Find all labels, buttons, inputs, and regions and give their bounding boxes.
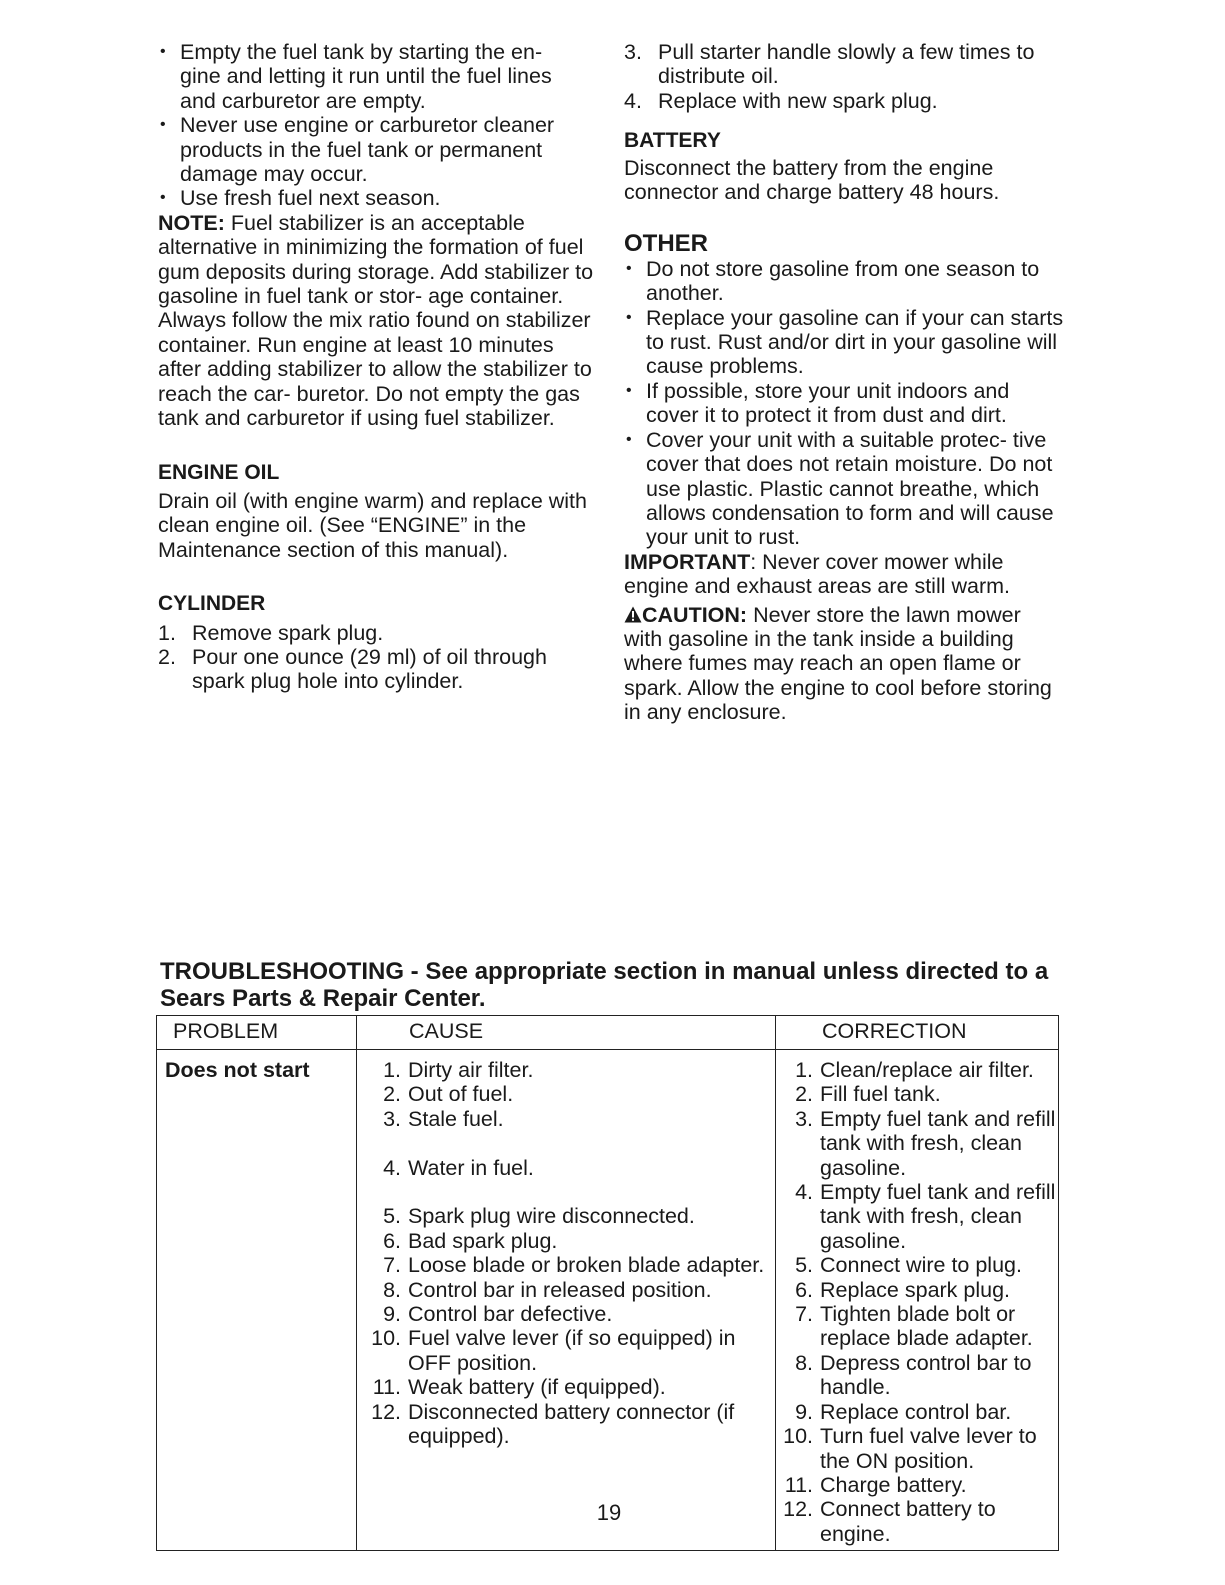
bullet-item: • Cover your unit with a suitable protec- tive cover that does not retain moisture. Do not use plastic. Plastic cannot breathe, which allows condensation to form and will cause your unit to rust.: [624, 428, 1064, 550]
list-item: 2. Fill fuel tank.: [795, 1082, 941, 1107]
cylinder-steps-continued: [624, 40, 1064, 113]
left-column: [158, 40, 598, 694]
correction-cell: [776, 1050, 1059, 1551]
important-paragraph: [624, 550, 1064, 599]
caution-label: CAUTION:: [642, 602, 748, 627]
table-header-row: [157, 1016, 1059, 1050]
header-problem: PROBLEM: [157, 1016, 357, 1050]
troubleshooting-title: TROUBLESHOOTING - See appropriate section in manual unless directed to a Sears Parts & Repair Center.: [160, 958, 1049, 1012]
list-item: 11. Charge battery.: [784, 1472, 967, 1497]
cause-cell: [357, 1050, 776, 1551]
list-item: 5. Spark plug wire disconnected.: [383, 1204, 695, 1229]
step-item: [624, 89, 1064, 113]
list-item: 10. Fuel valve lever (if so equipped) in OFF position.: [371, 1326, 736, 1375]
step-item: [624, 40, 1064, 89]
step-number: 2.: [158, 644, 176, 669]
list-item: 7. Loose blade or broken blade adapter.: [383, 1253, 765, 1278]
header-cause: CAUSE: [357, 1016, 776, 1050]
warning-triangle-icon: [624, 606, 642, 623]
list-item: 1. Clean/replace air filter.: [795, 1058, 1034, 1082]
list-item: 4. Water in fuel.: [383, 1155, 534, 1180]
note-paragraph: [158, 211, 598, 431]
battery-text: Disconnect the battery from the engine connector and charge battery 48 hours.: [624, 155, 1000, 205]
note-label: NOTE:: [158, 210, 225, 235]
list-item: 6. Bad spark plug.: [383, 1228, 558, 1253]
bullet-item: • Use fresh fuel next season.: [158, 186, 598, 210]
page-number: 19: [596, 1500, 622, 1525]
step-item: [158, 645, 598, 694]
list-item: 12. Disconnected battery connector (if equipped).: [371, 1399, 735, 1449]
bullet-item: • Do not store gasoline from one season to another.: [624, 257, 1064, 306]
list-item: 10. Turn fuel valve lever to the ON position.: [783, 1424, 1037, 1473]
list-item: 8. Depress control bar to handle.: [795, 1350, 1032, 1400]
list-item: 3. Stale fuel.: [383, 1106, 504, 1131]
important-text: : Never cover mower while engine and exhaust areas are still warm.: [624, 549, 1011, 599]
list-item: 8. Control bar in released position.: [383, 1277, 712, 1302]
problem-cell: [157, 1050, 357, 1551]
cylinder-steps-list: [158, 621, 598, 694]
step-text: Pour one ounce (29 ml) of oil through spark plug hole into cylinder.: [192, 644, 547, 694]
list-item: 6. Replace spark plug.: [795, 1277, 1011, 1302]
list-item: 1. Dirty air filter.: [383, 1058, 534, 1082]
fuel-bullet-list: [158, 40, 598, 211]
cylinder-heading: CYLINDER: [158, 592, 266, 616]
bullet-item: • If possible, store your unit indoors and cover it to protect it from dust and dirt.: [624, 379, 1064, 428]
problem-text: Does not start: [165, 1058, 310, 1082]
step-text: Remove spark plug.: [192, 620, 384, 645]
list-item: 9. Replace control bar.: [795, 1399, 1012, 1424]
list-item: 3. Empty fuel tank and refill tank with fresh, clean gasoline.: [795, 1106, 1056, 1180]
list-item: 12. Connect battery to engine.: [783, 1497, 996, 1546]
step-number: 1.: [158, 620, 176, 645]
step-item: [158, 621, 598, 645]
troubleshooting-table: [156, 1015, 1059, 1551]
important-label: IMPORTANT: [624, 549, 751, 574]
bullet-item: • Empty the fuel tank by starting the en- gine and letting it run until the fuel lines and carburetor are empty.: [158, 40, 598, 113]
header-correction: CORRECTION: [776, 1016, 1059, 1050]
step-number: 4.: [624, 88, 642, 113]
list-item: 7. Tighten blade bolt or replace blade adapter.: [795, 1302, 1033, 1351]
engine-oil-heading: ENGINE OIL: [158, 460, 280, 484]
bullet-item: • Never use engine or carburetor cleaner products in the fuel tank or permanent damage may occur.: [158, 113, 598, 186]
right-column: [624, 40, 1064, 725]
bullet-item: • Replace your gasoline can if your can starts to rust. Rust and/or dirt in your gasoline will cause problems.: [624, 306, 1064, 379]
step-text: Replace with new spark plug.: [658, 88, 938, 113]
cause-list: [357, 1058, 775, 1448]
caution-text: Never store the lawn mower with gasoline in the tank inside a building where fumes may reach an open flame or spark. Allow the engine to cool before storing in any enclosure.: [624, 602, 1052, 725]
other-bullet-list: [624, 257, 1064, 550]
note-text: Fuel stabilizer is an acceptable alternative in minimizing the formation of fuel gum deposits during storage. Add stabilizer to gasoline in fuel tank or stor- age container. Always follow the mix ratio found on stabilizer container. Run engine at least 10 minutes after adding stabilizer to allow the stabilizer to reach the car- buretor. Do not empty the gas tank and carburetor if using fuel stabilizer.: [158, 210, 594, 431]
caution-paragraph: [624, 603, 1064, 725]
correction-list: [776, 1058, 1058, 1546]
table-row: [157, 1050, 1059, 1551]
list-item: 11. Weak battery (if equipped).: [372, 1375, 666, 1400]
step-text: Pull starter handle slowly a few times to distribute oil.: [658, 40, 1035, 89]
list-item: 9. Control bar defective.: [383, 1302, 613, 1327]
step-number: 3.: [624, 40, 642, 64]
list-item: 5. Connect wire to plug.: [795, 1253, 1022, 1278]
engine-oil-text: Drain oil (with engine warm) and replace with clean engine oil. (See “ENGINE” in the Maintenance section of this manual).: [158, 488, 587, 562]
battery-heading: BATTERY: [624, 129, 721, 153]
other-heading: OTHER: [624, 230, 708, 258]
list-item: 4. Empty fuel tank and refill tank with fresh, clean gasoline.: [795, 1180, 1056, 1253]
list-item: 2. Out of fuel.: [383, 1082, 514, 1107]
